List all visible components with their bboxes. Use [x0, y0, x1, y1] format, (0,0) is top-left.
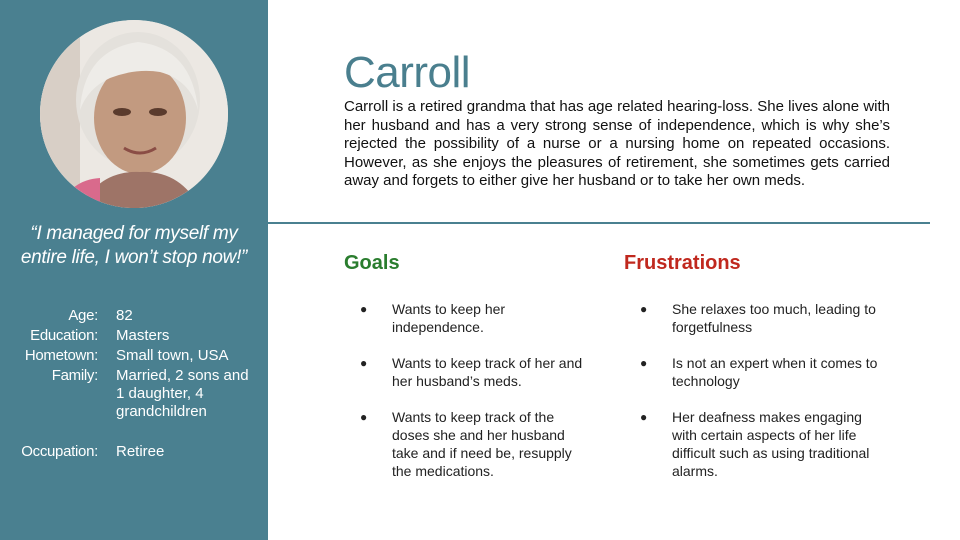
fact-value: Married, 2 sons and 1 daughter, 4 grandchildren [116, 367, 249, 420]
frustration-text: She relaxes too much, leading to forgetfulness [672, 301, 876, 335]
goals-list [360, 300, 590, 498]
bullet-icon: ● [640, 410, 648, 424]
portrait-photo [40, 20, 228, 208]
goals-heading: Goals [344, 252, 400, 274]
fact-value: 82 [116, 307, 133, 324]
persona-name: Carroll [344, 48, 471, 97]
goal-text: Wants to keep track of the doses she and her husband take and if need be, resupply the medications. [392, 409, 572, 479]
fact-label: Family: [51, 367, 98, 384]
bullet-icon: ● [640, 356, 648, 370]
avatar [40, 20, 228, 208]
frustrations-heading: Frustrations [624, 252, 741, 274]
persona-bio: Carroll is a retired grandma that has age related hearing-loss. She lives alone with her husband and has a very strong sense of independence, which is why she’s rejected the possibility of a nurse or a nursing home on repeated occasions. However, as she enjoys the pleasures of retirement, she sometimes gets carried away and forgets to either give her husband or to take her own meds. [344, 98, 890, 189]
bullet-icon: ● [360, 356, 368, 370]
section-divider [268, 222, 930, 224]
frustrations-list [640, 300, 880, 498]
frustration-text: Her deafness makes engaging with certain aspects of her life difficult such as using traditional alarms. [672, 409, 870, 479]
list-item [640, 300, 880, 336]
fact-value: Small town, USA [116, 347, 229, 364]
list-item [360, 354, 590, 390]
goal-text: Wants to keep her independence. [392, 301, 506, 335]
bullet-icon: ● [360, 302, 368, 316]
bullet-icon: ● [640, 302, 648, 316]
fact-value: Masters [116, 327, 170, 344]
frustration-text: Is not an expert when it comes to technology [672, 355, 878, 389]
bullet-icon: ● [360, 410, 368, 424]
fact-label: Education: [30, 327, 98, 344]
fact-label: Hometown: [24, 347, 98, 364]
persona-quote: “I managed for myself my entire life, I won’t stop now!” [20, 223, 248, 268]
fact-label: Occupation: [21, 443, 98, 460]
persona-sidebar [0, 0, 268, 540]
fact-value: Retiree [116, 443, 165, 460]
list-item [360, 300, 590, 336]
list-item [360, 408, 590, 480]
list-item [640, 354, 880, 390]
list-item [640, 408, 880, 480]
fact-label: Age: [68, 307, 98, 324]
goal-text: Wants to keep track of her and her husband’s meds. [392, 355, 583, 389]
